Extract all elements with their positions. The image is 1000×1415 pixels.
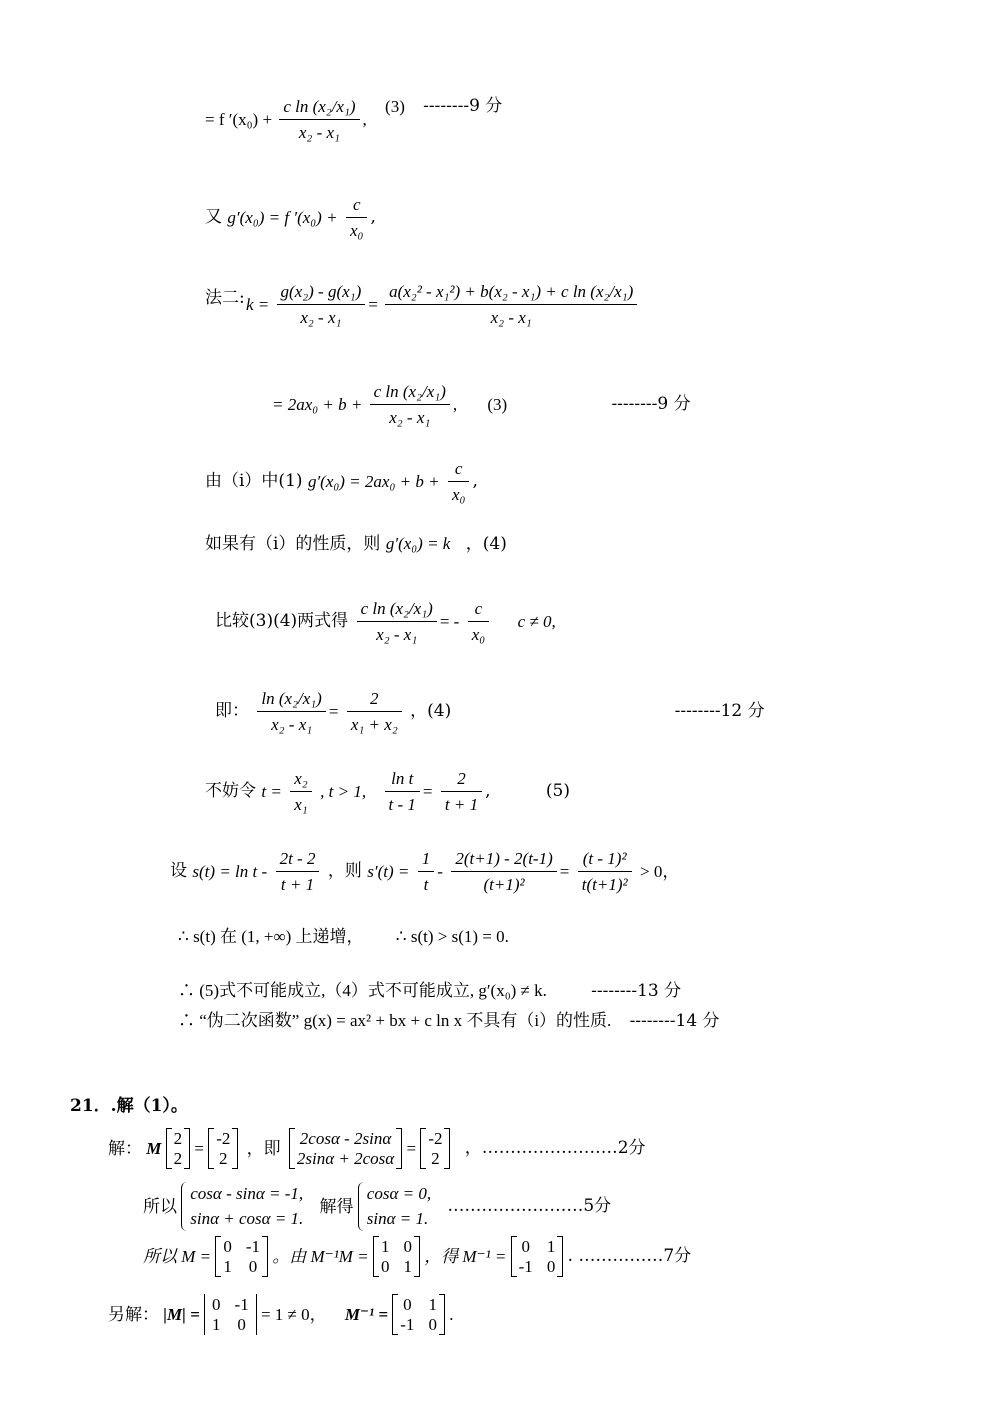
eq-end: > 0， [640, 862, 680, 881]
label-alt: 另解： [108, 1305, 159, 1324]
eq-tag: (3) [487, 395, 508, 414]
matrix-identity: 1 0 0 1 [373, 1236, 420, 1277]
eq-line-2: 又 g′(x₀) = f ′(x₀) + $\frac{c}{\text{x₀}}$ , [205, 195, 376, 240]
eq-line-5: 由（i）中(1) g′(x₀) = 2ax₀ + b + $\frac{c}{\text{x₀}}$ , [205, 459, 478, 504]
eq-line-8: 即： $\frac{\text{ln (x₂/x₁)}}{\text{x₂ - x₁}}$ = $\frac{2}{\text{x₁ + x₂}}$ ，(4) --------12 分 [215, 689, 765, 734]
fraction: $\frac{2(t+1) - 2(t-1)}{\text{(t+1)²}}$ [451, 850, 556, 893]
matrix-M: 0 -1 1 0 [215, 1236, 268, 1277]
eq-expr: g′(x₀) = k [385, 534, 451, 553]
q21-line-2 [143, 1182, 611, 1231]
eq-line-10: 设 s(t) = ln t - $\frac{2t - 2}{t + 1}$ ，则 s′(t) = $\frac{1}{t}$ - $\frac{2(t+1) - 2(t-1)}{\text{(t+1)²}}$ = $\frac{\text{(t - 1)²}}{\text{t(t+1)²}}$ > 0， [170, 849, 680, 894]
det-value: = 1 ≠ 0， [260, 1305, 327, 1324]
score-mark: --------13 分 [591, 981, 682, 1001]
score-mark: --------9 分 [611, 394, 691, 414]
fraction: $\frac{\text{x₂}}{\text{x₁}}$ [290, 770, 311, 813]
text-final: ∴ “伪二次函数” g(x) = ax² + bx + c ln x 不具有（i）的性质. [178, 1011, 612, 1030]
eq-t: t = [261, 782, 282, 801]
eq-line-12 [178, 982, 681, 1000]
eq-tag: (5) [545, 781, 570, 801]
label-from: 由（i）中(1) [205, 471, 303, 491]
label-then: ，则 [327, 861, 362, 881]
label-let: 不妨令 [205, 781, 256, 801]
eq-tag: ，(4) [465, 534, 507, 554]
fraction: $\frac{c}{\text{x₀}}$ [346, 196, 367, 239]
text-impossible: ∴ (5)式不可能成立,（4）式不可能成立, g′(x₀) ≠ k. [178, 981, 547, 1000]
vector-result: -2 2 [208, 1128, 238, 1169]
eq-cond: , t > 1, [320, 782, 367, 801]
score-mark: --------14 分 [629, 1011, 720, 1031]
eq-tag: ，(4) [410, 701, 452, 721]
matrix-M-inverse: 0 1 -1 0 [511, 1236, 564, 1277]
label-compare: 比较(3)(4)两式得 [215, 611, 349, 631]
label-solve: 解： [108, 1139, 142, 1158]
fraction: $\frac{1}{t}$ [418, 850, 435, 893]
score-mark: . ……………7分 [567, 1246, 692, 1266]
fraction: $\frac{\text{(t - 1)²}}{\text{t(t+1)²}}$ [578, 850, 632, 893]
q21-line-4 [108, 1294, 453, 1335]
fraction: $\frac{2}{t + 1}$ [441, 770, 482, 813]
label-solve-get: 解得 [319, 1197, 354, 1217]
score-mark: ……………………5分 [447, 1196, 612, 1217]
equation-system: cosα - sinα = -1, sinα + cosα = 1. [181, 1182, 303, 1231]
fraction: $\frac{2}{\text{x₁ + x₂}}$ [347, 690, 402, 733]
score-mark: ，……………………2分 [464, 1138, 646, 1158]
label-get-inv: ，得 M⁻¹ = [424, 1247, 507, 1266]
eq-line-13 [178, 1012, 720, 1030]
q21-line-1: 解： M 2 2 = -2 2 ，即 2cosα - 2sinα 2sinα + 2cosα = -2 2 ，……………………2分 [108, 1129, 646, 1168]
end-period: . [449, 1305, 454, 1324]
eq-line-3-label: 法二: [205, 288, 245, 308]
eq-line-6 [205, 535, 507, 553]
score-mark: --------9 分 [423, 96, 503, 116]
fraction: $\frac{c}{\text{x₀}}$ [448, 460, 469, 503]
q21-line-3 [143, 1236, 691, 1277]
eq-prefix: = f ′(x₀) + [205, 110, 273, 129]
label-so-M: 所以 M = [143, 1247, 212, 1266]
label-so: 所以 [143, 1197, 177, 1217]
question-21-title: 21．.解（1）。 [70, 1096, 188, 1116]
eq-prefix: = 2ax₀ + b + [272, 395, 363, 414]
eq-expr: g′(x₀) = f ′(x₀) + [227, 208, 338, 227]
label-ie: 即： [215, 701, 249, 721]
fraction: $\frac{\text{c ln (x₂/x₁)}}{\text{x₂ - x₁}}$ [357, 600, 437, 643]
score-mark: --------12 分 [674, 701, 765, 721]
label-M-inv: M⁻¹ = [344, 1305, 389, 1324]
label-from-inv: 。由 M⁻¹M = [272, 1247, 369, 1266]
fraction: $\frac{c}{\text{x₀}}$ [468, 600, 489, 643]
eq-k: k = [246, 295, 270, 314]
eq-line-1: = f ′(x₀) + $\frac{\text{c ln (x₂/x₁)}}{\text{x₂ - x₁}}$ , (3) --------9 分 [205, 96, 503, 142]
vector-2-2: 2 2 [166, 1128, 191, 1169]
fraction: $\frac{\text{c ln (x₂/x₁)}}{\text{x₂ - x₁}}$ [279, 98, 359, 141]
label-ji: ，即 [246, 1139, 281, 1158]
label-det-M: |M| = [163, 1305, 200, 1324]
vector-trig: 2cosα - 2sinα 2sinα + 2cosα [289, 1128, 402, 1169]
eq-tag: (3) [385, 97, 405, 116]
solution-system: cosα = 0, sinα = 1. [358, 1182, 431, 1231]
text-conclusion: ∴ s(t) > s(1) = 0. [395, 927, 509, 946]
eq-line-9: 不妨令 t = $\frac{\text{x₂}}{\text{x₁}}$ , t > 1, $\frac{\text{ln t}}{t - 1}$ = $\frac{2}{t + 1}$ , (5) [205, 769, 570, 814]
eq-line-4: = 2ax₀ + b + $\frac{\text{c ln (x₂/x₁)}}{\text{x₂ - x₁}}$ , (3) --------9 分 [272, 382, 691, 427]
fraction: $\frac{2t - 2}{t + 1}$ [276, 850, 320, 893]
eq-line-11 [178, 928, 509, 945]
text-increasing: ∴ s(t) 在 (1, +∞) 上递增， [178, 927, 364, 946]
fraction: $\frac{\text{a(x₂² - x₁²) + b(x₂ - x₁) + c ln (x₂/x₁)}}{\text{x₂ - x₁}}$ [385, 283, 637, 326]
eq-s: s(t) = ln t - [192, 862, 268, 881]
determinant-M: 0 -1 1 0 [204, 1294, 257, 1335]
eq-sp: s′(t) = [367, 862, 410, 881]
vector-result: -2 2 [420, 1128, 450, 1169]
label-set: 设 [170, 861, 187, 881]
eq-expr: g′(x₀) = 2ax₀ + b + [307, 472, 440, 491]
fraction: $\frac{\text{c ln (x₂/x₁)}}{\text{x₂ - x₁}}$ [370, 383, 450, 426]
eq-cond: c ≠ 0, [517, 612, 556, 631]
eq-line-7: 比较(3)(4)两式得 $\frac{\text{c ln (x₂/x₁)}}{\text{x₂ - x₁}}$ = - $\frac{c}{\text{x₀}}$ c ≠ 0, [215, 599, 556, 644]
eq-line-3: k = $\frac{\text{g(x₂) - g(x₁)}}{\text{x₂ - x₁}}$ = $\frac{\text{a(x₂² - x₁²) + b(x₂ - x₁) + c ln (x₂/x₁)}}{\text{x₂ - x₁}}$ [246, 283, 640, 326]
fraction: $\frac{\text{ln t}}{t - 1}$ [385, 770, 420, 813]
fraction: $\frac{\text{g(x₂) - g(x₁)}}{\text{x₂ - x₁}}$ [277, 283, 366, 326]
label-if: 如果有（i）的性质，则 [205, 534, 381, 554]
matrix-M-label: M [146, 1139, 162, 1158]
matrix-M-inverse-alt: 0 1 -1 0 [392, 1294, 445, 1335]
label-you: 又 [205, 207, 222, 227]
fraction: $\frac{\text{ln (x₂/x₁)}}{\text{x₂ - x₁}}$ [257, 690, 325, 733]
